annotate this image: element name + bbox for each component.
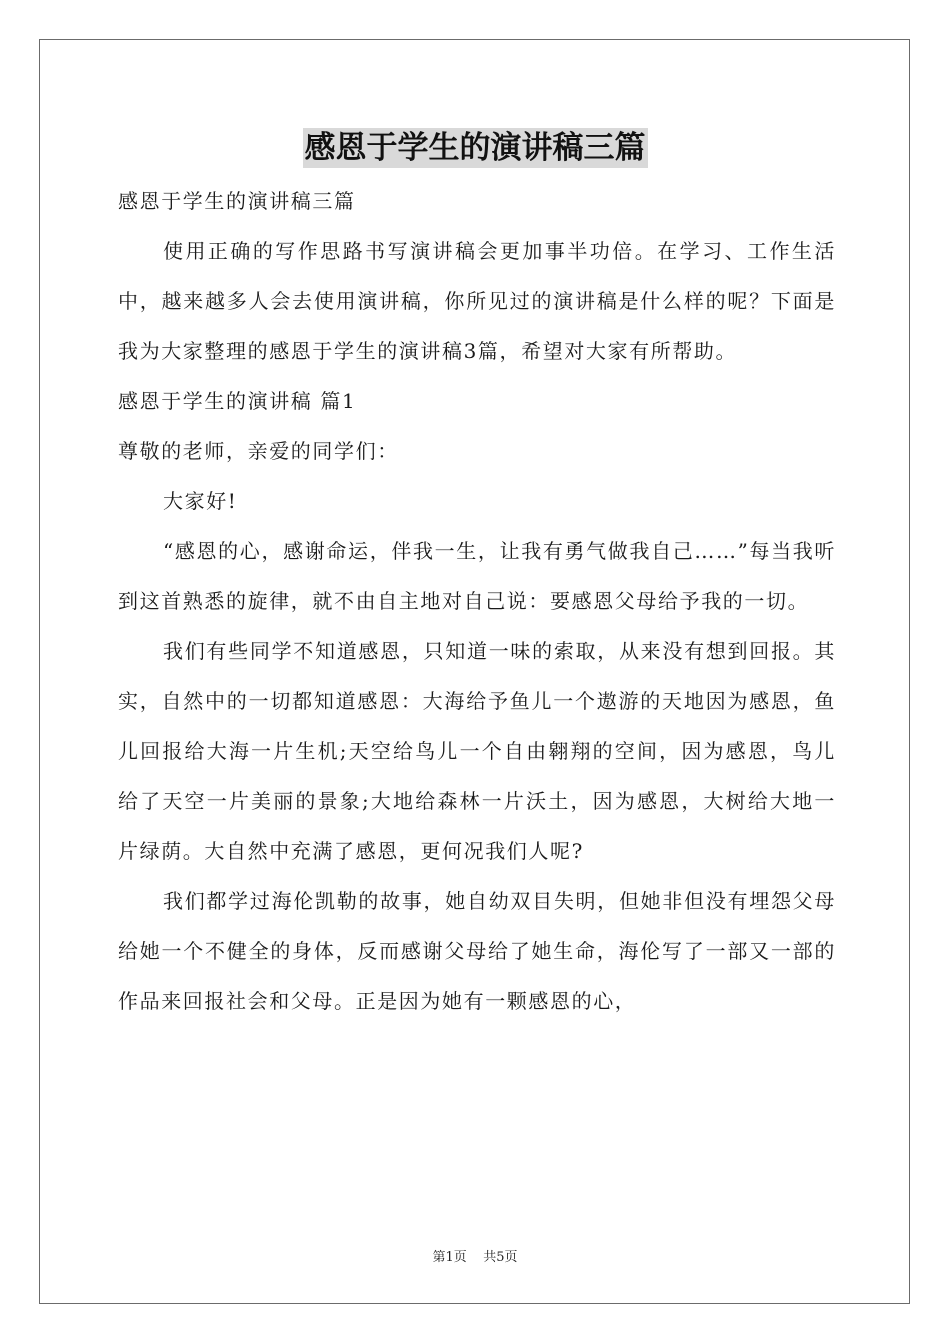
- page-total: 共5页: [483, 1250, 518, 1265]
- document-body: [118, 176, 836, 1026]
- paragraph-subtitle: 感恩于学生的演讲稿三篇: [118, 189, 356, 213]
- paragraph-salutation: 尊敬的老师，亲爱的同学们：: [118, 439, 399, 463]
- section-heading: 感恩于学生的演讲稿 篇1: [118, 389, 357, 413]
- paragraph-body-3: 我们都学过海伦凯勒的故事，她自幼双目失明，但她非但没有埋怨父母给她一个不健全的身体，反而感谢父母给了她生命，海伦写了一部又一部的作品来回报社会和父母。正是因为她有一颗感恩的心，: [118, 889, 836, 1013]
- paragraph-body-1: “感恩的心，感谢命运，伴我一生，让我有勇气做我自己……”每当我听到这首熟悉的旋律，就不由自主地对自己说：要感恩父母给予我的一切。: [118, 539, 836, 613]
- paragraph-body-2: 我们有些同学不知道感恩，只知道一味的索取，从来没有想到回报。其实，自然中的一切都知道感恩：大海给予鱼儿一个遨游的天地因为感恩，鱼儿回报给大海一片生机;天空给鸟儿一个自由翱翔的空间，因为感恩，鸟儿给了天空一片美丽的景象;大地给森林一片沃土，因为感恩，大树给大地一片绿荫。大自然中充满了感恩，更何况我们人呢?: [118, 639, 836, 863]
- paragraph-greeting: 大家好!: [163, 489, 238, 513]
- page-number: 第1页: [432, 1250, 467, 1265]
- page-footer: [0, 1246, 950, 1265]
- paragraph-intro: 使用正确的写作思路书写演讲稿会更加事半功倍。在学习、工作生活中，越来越多人会去使用演讲稿，你所见过的演讲稿是什么样的呢？下面是我为大家整理的感恩于学生的演讲稿3篇，希望对大家有所帮助。: [118, 239, 836, 363]
- document-title: [0, 128, 950, 168]
- document-title-text: 感恩于学生的演讲稿三篇: [304, 130, 646, 166]
